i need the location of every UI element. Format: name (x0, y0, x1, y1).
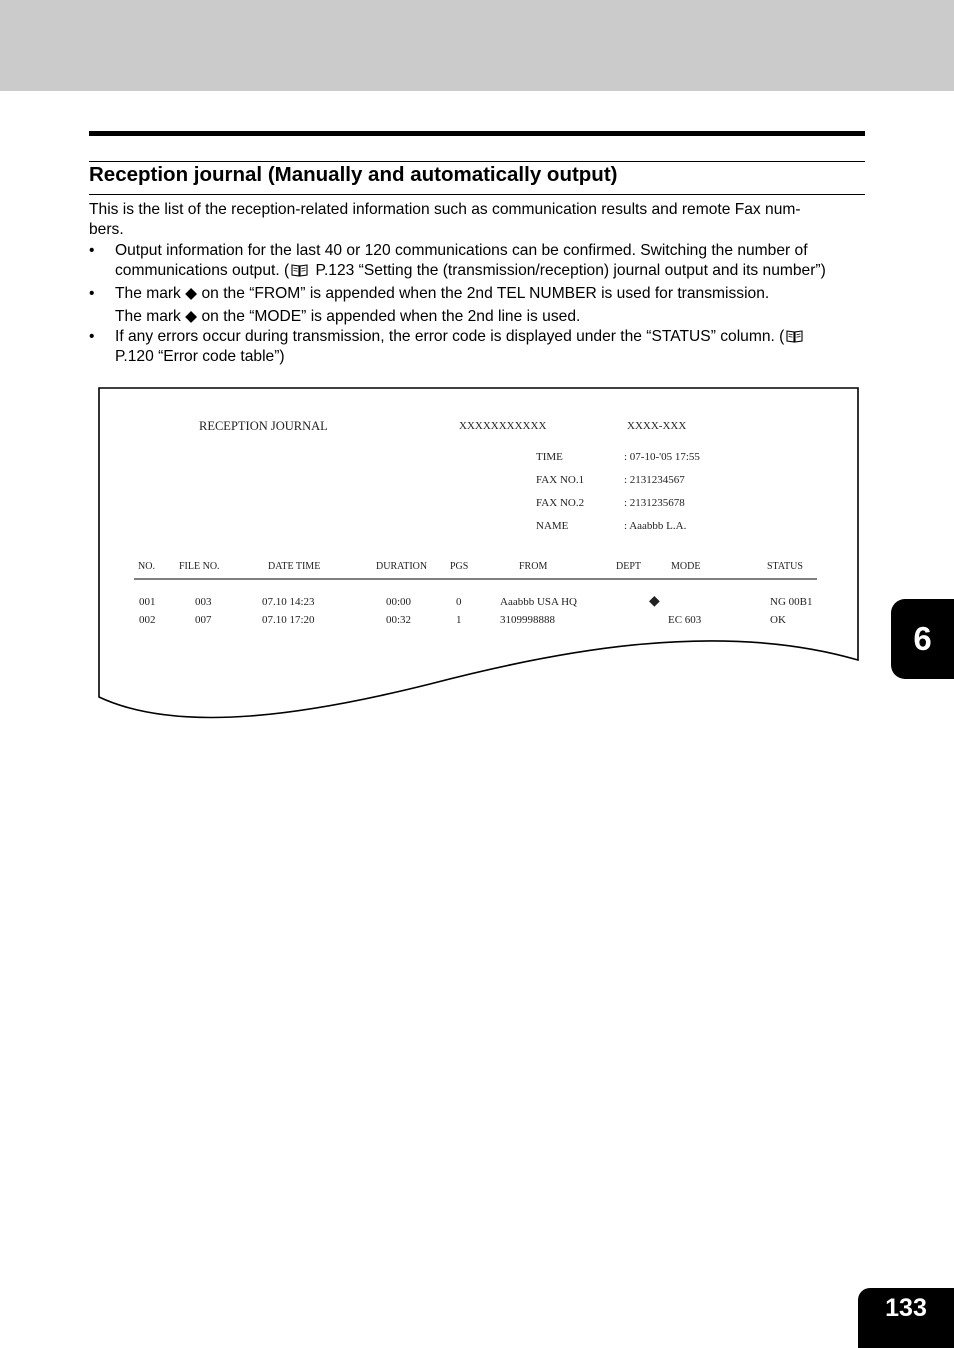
chapter-tab: 6 (891, 599, 954, 679)
cell-date-time: 07.10 14:23 (262, 596, 315, 608)
col-header-file-no: FILE NO. (179, 561, 220, 572)
cell-status: OK (770, 614, 786, 626)
info-value-fax2: : 2131235678 (624, 497, 685, 509)
cell-pgs: 0 (456, 596, 462, 608)
cell-no: 002 (139, 614, 156, 626)
info-value-time: : 07-10-'05 17:55 (624, 451, 700, 463)
bullet-2-line-1: The mark ◆ on the “FROM” is appended when the 2nd TEL NUMBER is used for transmission. (115, 285, 770, 302)
info-value-name: : Aaabbb L.A. (624, 520, 687, 532)
cell-duration: 00:00 (386, 596, 412, 608)
col-header-date-time: DATE TIME (268, 561, 321, 572)
cell-duration: 00:32 (386, 614, 412, 626)
journal-title: RECEPTION JOURNAL (199, 419, 328, 433)
col-header-pgs: PGS (450, 561, 469, 572)
intro-line-1: This is the list of the reception-related information such as communication results and remote Fax num- (89, 201, 801, 218)
journal-field-a: XXXXXXXXXXX (459, 420, 547, 432)
intro-line-2: bers. (89, 221, 124, 238)
bullet-1-line-1: Output information for the last 40 or 120 communications can be confirmed. Switching the number of (115, 242, 808, 259)
col-header-dept: DEPT (616, 561, 641, 572)
cell-from: Aaabbb USA HQ (500, 596, 577, 608)
info-value-fax1: : 2131234567 (624, 474, 685, 486)
cell-mode: EC 603 (668, 614, 702, 626)
col-header-no: NO. (138, 561, 155, 572)
bullet-1-text-b: P.123 “Setting the (transmission/reception) journal output and its number”) (311, 262, 826, 279)
bullet-2-line-2: The mark ◆ on the “MODE” is appended when the 2nd line is used. (115, 308, 581, 325)
info-label-time: TIME (536, 451, 563, 463)
bullet-3-line-2: P.120 “Error code table”) (115, 348, 285, 365)
bullet-3-text-a: If any errors occur during transmission, the error code is displayed under the “STATUS” column. ( (115, 328, 785, 345)
page-number: 133 (858, 1288, 954, 1348)
section-title: Reception journal (Manually and automatically output) (89, 163, 618, 186)
col-header-mode: MODE (671, 561, 701, 572)
bullet-mark-3: • (89, 328, 95, 345)
cell-file-no: 003 (195, 596, 212, 608)
col-header-from: FROM (519, 561, 548, 572)
cell-no: 001 (139, 596, 156, 608)
col-header-status: STATUS (767, 561, 803, 572)
cell-file-no: 007 (195, 614, 212, 626)
info-label-name: NAME (536, 520, 569, 532)
journal-field-b: XXXX-XXX (627, 420, 687, 432)
bullet-1-text-a: communications output. ( (115, 262, 290, 279)
bullet-mark-2: • (89, 285, 95, 302)
cell-mode: ◆ (649, 594, 660, 609)
col-header-duration: DURATION (376, 561, 428, 572)
cell-status: NG 00B1 (770, 596, 813, 608)
cell-pgs: 1 (456, 614, 462, 626)
cell-from: 3109998888 (500, 614, 555, 626)
bullet-mark-1: • (89, 242, 95, 259)
info-label-fax1: FAX NO.1 (536, 474, 585, 486)
cell-date-time: 07.10 17:20 (262, 614, 315, 626)
info-label-fax2: FAX NO.2 (536, 497, 585, 509)
